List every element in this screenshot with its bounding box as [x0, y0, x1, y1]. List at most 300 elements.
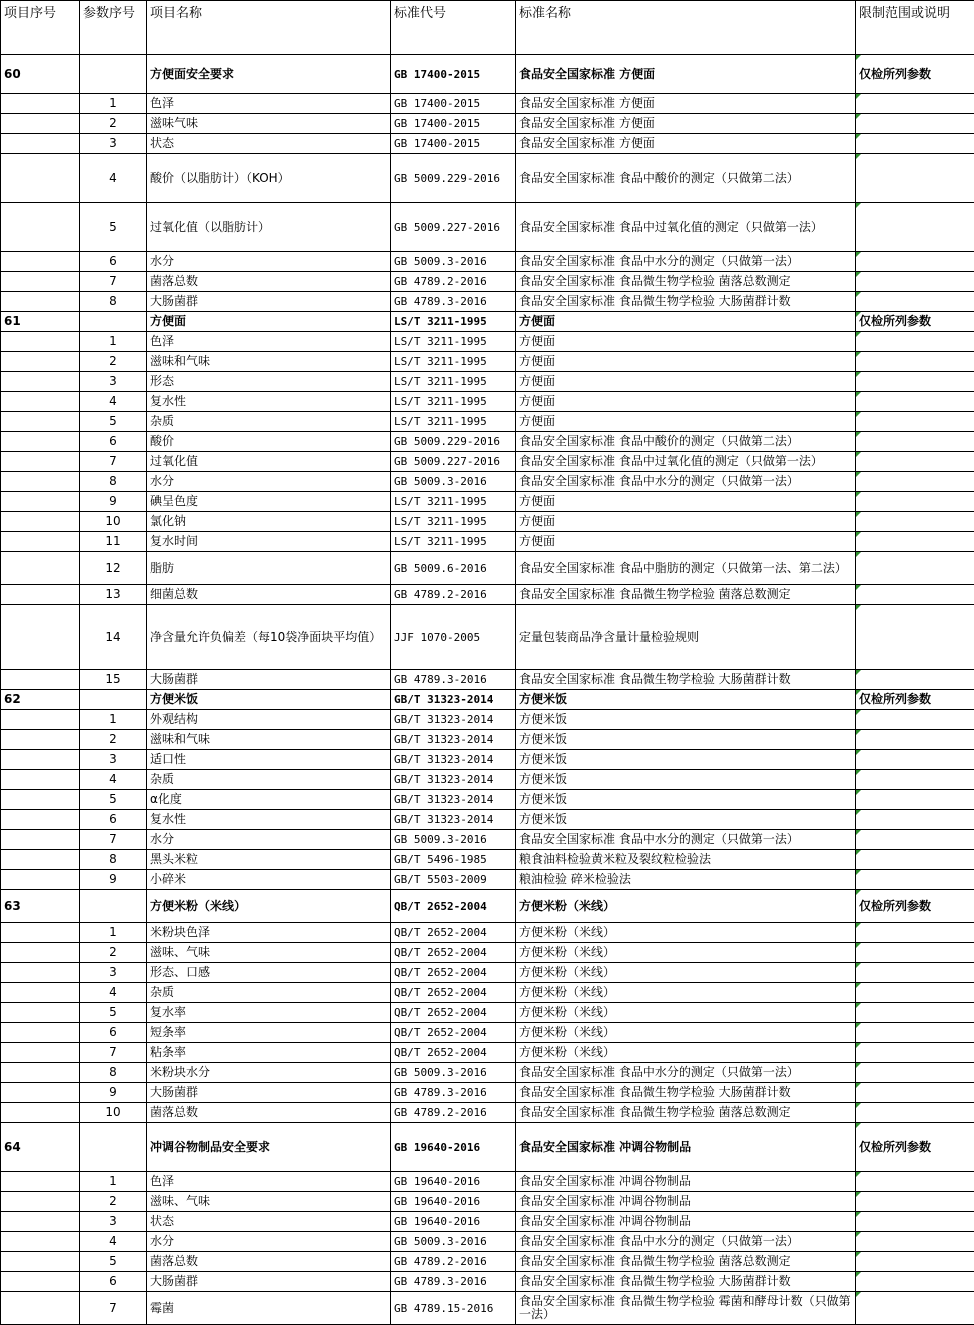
standard-code-cell: GB 5009.3-2016: [391, 1232, 516, 1252]
project-no-cell: [1, 532, 80, 552]
project-name-cell: 霉菌: [147, 1292, 391, 1325]
standard-name-cell: 方便米粉（米线）: [516, 943, 856, 963]
scope-note-cell: [856, 392, 974, 412]
param-no-cell: 3: [80, 372, 147, 392]
standard-code-cell: QB/T 2652-2004: [391, 1003, 516, 1023]
project-name-cell: 杂质: [147, 770, 391, 790]
project-no-cell: [1, 114, 80, 134]
param-no-cell: 3: [80, 134, 147, 154]
scope-note-cell: [856, 1043, 974, 1063]
project-name-cell: 净含量允许负偏差（每10袋净面块平均值）: [147, 605, 391, 670]
param-no-cell: 4: [80, 392, 147, 412]
param-no-cell: 2: [80, 943, 147, 963]
scope-note-cell: [856, 94, 974, 114]
project-no-cell: [1, 850, 80, 870]
standard-code-cell: GB 4789.3-2016: [391, 670, 516, 690]
project-name-cell: 水分: [147, 252, 391, 272]
standard-code-cell: GB 4789.2-2016: [391, 1252, 516, 1272]
standard-name-cell: 食品安全国家标准 食品微生物学检验 大肠菌群计数: [516, 1083, 856, 1103]
scope-note-cell: [856, 1063, 974, 1083]
project-name-cell: 滋味气味: [147, 114, 391, 134]
scope-note-cell: 仅检所列参数: [856, 890, 974, 923]
project-no-cell: [1, 1292, 80, 1325]
table-row: [1, 1232, 974, 1252]
standard-code-cell: GB 4789.15-2016: [391, 1292, 516, 1325]
group-row: [1, 1123, 974, 1172]
scope-note-cell: [856, 670, 974, 690]
param-no-cell: 4: [80, 983, 147, 1003]
project-no-cell: [1, 252, 80, 272]
project-no-cell: [1, 272, 80, 292]
table-row: [1, 870, 974, 890]
standard-name-cell: 方便米粉（米线）: [516, 963, 856, 983]
standard-code-cell: GB/T 31323-2014: [391, 790, 516, 810]
scope-note-cell: [856, 552, 974, 585]
param-no-cell: 5: [80, 790, 147, 810]
param-no-cell: 9: [80, 870, 147, 890]
table-row: [1, 1212, 974, 1232]
standard-code-cell: GB 5009.3-2016: [391, 830, 516, 850]
param-no-cell: 1: [80, 1172, 147, 1192]
project-name-cell: 方便米饭: [147, 690, 391, 710]
param-no-cell: 5: [80, 1252, 147, 1272]
project-no-cell: [1, 392, 80, 412]
param-no-cell: 5: [80, 1003, 147, 1023]
project-name-cell: 菌落总数: [147, 1103, 391, 1123]
project-no-cell: [1, 1232, 80, 1252]
scope-note-cell: 仅检所列参数: [856, 1123, 974, 1172]
scope-note-cell: [856, 154, 974, 203]
project-name-cell: 状态: [147, 1212, 391, 1232]
standard-code-cell: GB/T 31323-2014: [391, 750, 516, 770]
param-no-cell: 7: [80, 830, 147, 850]
table-row: [1, 943, 974, 963]
param-no-cell: 3: [80, 963, 147, 983]
project-name-cell: 大肠菌群: [147, 1083, 391, 1103]
scope-note-cell: [856, 1232, 974, 1252]
scope-note-cell: [856, 472, 974, 492]
table-row: [1, 332, 974, 352]
param-no-cell: 12: [80, 552, 147, 585]
table-row: [1, 372, 974, 392]
scope-note-cell: [856, 810, 974, 830]
param-no-cell: 13: [80, 585, 147, 605]
standard-code-cell: GB 17400-2015: [391, 55, 516, 94]
project-name-cell: 菌落总数: [147, 272, 391, 292]
param-no-cell: 3: [80, 750, 147, 770]
standard-name-cell: 方便米饭: [516, 690, 856, 710]
table-row: [1, 1272, 974, 1292]
project-no-cell: [1, 154, 80, 203]
standard-name-cell: 方便面: [516, 512, 856, 532]
standard-code-cell: GB 5009.227-2016: [391, 203, 516, 252]
table-row: [1, 1192, 974, 1212]
project-name-cell: 过氧化值（以脂肪计）: [147, 203, 391, 252]
param-no-cell: 15: [80, 670, 147, 690]
project-name-cell: 杂质: [147, 412, 391, 432]
project-no-cell: [1, 552, 80, 585]
scope-note-cell: [856, 272, 974, 292]
table-row: [1, 134, 974, 154]
standard-name-cell: 方便米饭: [516, 810, 856, 830]
project-name-cell: 复水性: [147, 810, 391, 830]
project-no-cell: [1, 472, 80, 492]
param-no-cell: 6: [80, 1023, 147, 1043]
standard-name-cell: 食品安全国家标准 食品中水分的测定（只做第一法）: [516, 472, 856, 492]
param-no-cell: 2: [80, 730, 147, 750]
scope-note-cell: [856, 432, 974, 452]
param-no-cell: 1: [80, 923, 147, 943]
standard-code-cell: GB 5009.229-2016: [391, 432, 516, 452]
project-name-cell: 细菌总数: [147, 585, 391, 605]
standard-name-cell: 食品安全国家标准 食品微生物学检验 大肠菌群计数: [516, 670, 856, 690]
project-no-cell: [1, 870, 80, 890]
standard-name-cell: 食品安全国家标准 冲调谷物制品: [516, 1192, 856, 1212]
scope-note-cell: [856, 850, 974, 870]
standard-name-cell: 食品安全国家标准 方便面: [516, 55, 856, 94]
standard-name-cell: 食品安全国家标准 食品中过氧化值的测定（只做第一法）: [516, 452, 856, 472]
standard-name-cell: 方便米粉（米线）: [516, 1043, 856, 1063]
standard-code-cell: GB 19640-2016: [391, 1192, 516, 1212]
standard-code-cell: LS/T 3211-1995: [391, 412, 516, 432]
table-row: [1, 983, 974, 1003]
project-no-cell: 61: [1, 312, 80, 332]
standard-code-cell: QB/T 2652-2004: [391, 1023, 516, 1043]
standard-name-cell: 食品安全国家标准 冲调谷物制品: [516, 1212, 856, 1232]
project-no-cell: [1, 1063, 80, 1083]
project-no-cell: [1, 750, 80, 770]
table-row: [1, 1063, 974, 1083]
standard-name-cell: 方便米粉（米线）: [516, 983, 856, 1003]
table-row: [1, 452, 974, 472]
project-name-cell: 酸价: [147, 432, 391, 452]
standard-name-cell: 食品安全国家标准 方便面: [516, 114, 856, 134]
param-no-cell: 8: [80, 472, 147, 492]
standard-name-cell: 食品安全国家标准 冲调谷物制品: [516, 1172, 856, 1192]
table-row: [1, 790, 974, 810]
project-name-cell: 滋味、气味: [147, 1192, 391, 1212]
project-name-cell: 复水时间: [147, 532, 391, 552]
scope-note-cell: [856, 332, 974, 352]
table-row: [1, 750, 974, 770]
project-name-cell: 黑头米粒: [147, 850, 391, 870]
standard-name-cell: 方便米饭: [516, 750, 856, 770]
standard-name-cell: 方便米粉（米线）: [516, 890, 856, 923]
project-name-cell: 水分: [147, 472, 391, 492]
project-name-cell: 状态: [147, 134, 391, 154]
standard-name-cell: 定量包装商品净含量计量检验规则: [516, 605, 856, 670]
table-row: [1, 492, 974, 512]
project-no-cell: 64: [1, 1123, 80, 1172]
scope-note-cell: [856, 452, 974, 472]
project-name-cell: 水分: [147, 830, 391, 850]
standard-name-cell: 食品安全国家标准 食品中水分的测定（只做第一法）: [516, 1232, 856, 1252]
project-no-cell: [1, 1252, 80, 1272]
project-name-cell: 小碎米: [147, 870, 391, 890]
table-row: [1, 272, 974, 292]
project-no-cell: 62: [1, 690, 80, 710]
standard-code-cell: GB/T 5503-2009: [391, 870, 516, 890]
scope-note-cell: [856, 203, 974, 252]
group-row: [1, 890, 974, 923]
standard-name-cell: 食品安全国家标准 食品微生物学检验 霉菌和酵母计数（只做第一法）: [516, 1292, 856, 1325]
project-no-cell: [1, 372, 80, 392]
standard-code-cell: JJF 1070-2005: [391, 605, 516, 670]
project-no-cell: [1, 963, 80, 983]
param-no-cell: 10: [80, 512, 147, 532]
scope-note-cell: [856, 790, 974, 810]
scope-note-cell: [856, 1252, 974, 1272]
scope-note-cell: [856, 923, 974, 943]
project-no-cell: [1, 810, 80, 830]
scope-note-cell: [856, 492, 974, 512]
table-row: [1, 1292, 974, 1325]
standard-name-cell: 食品安全国家标准 食品中脂肪的测定（只做第一法、第二法）: [516, 552, 856, 585]
project-no-cell: [1, 332, 80, 352]
standard-code-cell: GB 4789.2-2016: [391, 272, 516, 292]
standard-code-cell: LS/T 3211-1995: [391, 332, 516, 352]
standard-code-cell: LS/T 3211-1995: [391, 312, 516, 332]
scope-note-cell: 仅检所列参数: [856, 312, 974, 332]
project-name-cell: 过氧化值: [147, 452, 391, 472]
table-row: [1, 154, 974, 203]
project-no-cell: [1, 1043, 80, 1063]
standard-code-cell: GB/T 31323-2014: [391, 730, 516, 750]
project-no-cell: [1, 983, 80, 1003]
standard-name-cell: 方便米饭: [516, 770, 856, 790]
standard-code-cell: GB 19640-2016: [391, 1123, 516, 1172]
project-name-cell: 复水率: [147, 1003, 391, 1023]
scope-note-cell: [856, 412, 974, 432]
table-row: [1, 585, 974, 605]
standard-code-cell: GB/T 31323-2014: [391, 690, 516, 710]
project-name-cell: 大肠菌群: [147, 1272, 391, 1292]
project-name-cell: 米粉块水分: [147, 1063, 391, 1083]
scope-note-cell: [856, 730, 974, 750]
scope-note-cell: [856, 532, 974, 552]
scope-note-cell: [856, 710, 974, 730]
project-name-cell: 方便面: [147, 312, 391, 332]
scope-note-cell: [856, 1083, 974, 1103]
project-no-cell: [1, 203, 80, 252]
header-standard-name: 标准名称: [516, 1, 856, 55]
table-row: [1, 472, 974, 492]
standard-name-cell: 食品安全国家标准 食品中酸价的测定（只做第二法）: [516, 154, 856, 203]
standard-code-cell: LS/T 3211-1995: [391, 532, 516, 552]
table-row: [1, 432, 974, 452]
standard-code-cell: GB 4789.2-2016: [391, 585, 516, 605]
project-no-cell: [1, 1083, 80, 1103]
param-no-cell: 8: [80, 292, 147, 312]
standard-code-cell: GB 4789.3-2016: [391, 1272, 516, 1292]
project-name-cell: 外观结构: [147, 710, 391, 730]
standard-code-cell: GB 5009.227-2016: [391, 452, 516, 472]
project-name-cell: 脂肪: [147, 552, 391, 585]
table-row: [1, 1252, 974, 1272]
standard-code-cell: QB/T 2652-2004: [391, 890, 516, 923]
project-no-cell: [1, 1212, 80, 1232]
standard-code-cell: QB/T 2652-2004: [391, 983, 516, 1003]
project-no-cell: [1, 292, 80, 312]
scope-note-cell: [856, 1103, 974, 1123]
param-no-cell: 10: [80, 1103, 147, 1123]
standard-name-cell: 方便米饭: [516, 730, 856, 750]
project-no-cell: [1, 1003, 80, 1023]
scope-note-cell: [856, 114, 974, 134]
project-name-cell: 方便米粉（米线）: [147, 890, 391, 923]
scope-note-cell: [856, 1023, 974, 1043]
standard-code-cell: QB/T 2652-2004: [391, 923, 516, 943]
header-project-no: 项目序号: [1, 1, 80, 55]
standard-name-cell: 方便米粉（米线）: [516, 923, 856, 943]
project-no-cell: 60: [1, 55, 80, 94]
standard-name-cell: 食品安全国家标准 食品微生物学检验 菌落总数测定: [516, 1252, 856, 1272]
standard-code-cell: QB/T 2652-2004: [391, 963, 516, 983]
header-standard-code: 标准代号: [391, 1, 516, 55]
param-no-cell: [80, 55, 147, 94]
standard-name-cell: 食品安全国家标准 食品微生物学检验 大肠菌群计数: [516, 292, 856, 312]
table-row: [1, 1023, 974, 1043]
table-row: [1, 770, 974, 790]
standard-code-cell: GB 19640-2016: [391, 1212, 516, 1232]
project-no-cell: [1, 605, 80, 670]
standard-name-cell: 方便面: [516, 372, 856, 392]
standard-name-cell: 粮油检验 碎米检验法: [516, 870, 856, 890]
project-name-cell: 滋味、气味: [147, 943, 391, 963]
scope-note-cell: [856, 870, 974, 890]
param-no-cell: 7: [80, 1043, 147, 1063]
standard-name-cell: 食品安全国家标准 食品中过氧化值的测定（只做第一法）: [516, 203, 856, 252]
scope-note-cell: [856, 750, 974, 770]
table-row: [1, 94, 974, 114]
project-name-cell: 碘呈色度: [147, 492, 391, 512]
scope-note-cell: [856, 252, 974, 272]
table-row: [1, 830, 974, 850]
scope-note-cell: [856, 943, 974, 963]
scope-note-cell: 仅检所列参数: [856, 55, 974, 94]
project-no-cell: [1, 830, 80, 850]
param-no-cell: 5: [80, 203, 147, 252]
scope-note-cell: [856, 585, 974, 605]
table-row: [1, 1083, 974, 1103]
table-row: [1, 203, 974, 252]
scope-note-cell: [856, 1172, 974, 1192]
standard-name-cell: 粮食油料检验黄米粒及裂纹粒检验法: [516, 850, 856, 870]
table-row: [1, 412, 974, 432]
header-project-name: 项目名称: [147, 1, 391, 55]
table-row: [1, 1172, 974, 1192]
project-name-cell: 复水性: [147, 392, 391, 412]
param-no-cell: [80, 890, 147, 923]
project-name-cell: 水分: [147, 1232, 391, 1252]
standard-code-cell: GB 5009.229-2016: [391, 154, 516, 203]
standard-code-cell: GB 5009.3-2016: [391, 252, 516, 272]
standard-code-cell: QB/T 2652-2004: [391, 1043, 516, 1063]
table-row: [1, 392, 974, 412]
standard-code-cell: GB 4789.3-2016: [391, 1083, 516, 1103]
table-row: [1, 730, 974, 750]
standard-name-cell: 食品安全国家标准 食品中水分的测定（只做第一法）: [516, 830, 856, 850]
param-no-cell: 8: [80, 1063, 147, 1083]
project-name-cell: 形态: [147, 372, 391, 392]
table-row: [1, 552, 974, 585]
project-name-cell: 短条率: [147, 1023, 391, 1043]
project-no-cell: [1, 1192, 80, 1212]
table-row: [1, 605, 974, 670]
standard-code-cell: GB/T 31323-2014: [391, 810, 516, 830]
project-no-cell: [1, 710, 80, 730]
scope-note-cell: [856, 983, 974, 1003]
scope-note-cell: [856, 1292, 974, 1325]
param-no-cell: [80, 1123, 147, 1172]
table-row: [1, 252, 974, 272]
param-no-cell: 9: [80, 1083, 147, 1103]
scope-note-cell: [856, 512, 974, 532]
standard-code-cell: GB 17400-2015: [391, 114, 516, 134]
scope-note-cell: [856, 605, 974, 670]
project-no-cell: [1, 452, 80, 472]
table-row: [1, 1103, 974, 1123]
group-row: [1, 55, 974, 94]
scope-note-cell: [856, 963, 974, 983]
param-no-cell: 7: [80, 1292, 147, 1325]
param-no-cell: 7: [80, 272, 147, 292]
header-scope-note: 限制范围或说明: [856, 1, 974, 55]
project-name-cell: 色泽: [147, 1172, 391, 1192]
param-no-cell: [80, 690, 147, 710]
standard-name-cell: 方便面: [516, 492, 856, 512]
param-no-cell: [80, 312, 147, 332]
param-no-cell: 6: [80, 252, 147, 272]
scope-note-cell: [856, 1003, 974, 1023]
project-name-cell: 方便面安全要求: [147, 55, 391, 94]
scope-note-cell: [856, 1272, 974, 1292]
scope-note-cell: [856, 292, 974, 312]
project-no-cell: 63: [1, 890, 80, 923]
table-row: [1, 1003, 974, 1023]
scope-note-cell: [856, 134, 974, 154]
param-no-cell: 4: [80, 770, 147, 790]
project-no-cell: [1, 1172, 80, 1192]
table-row: [1, 1043, 974, 1063]
standard-name-cell: 食品安全国家标准 方便面: [516, 94, 856, 114]
param-no-cell: 7: [80, 452, 147, 472]
standard-name-cell: 方便面: [516, 412, 856, 432]
param-no-cell: 9: [80, 492, 147, 512]
param-no-cell: 6: [80, 1272, 147, 1292]
param-no-cell: 8: [80, 850, 147, 870]
standard-name-cell: 方便面: [516, 352, 856, 372]
table-row: [1, 670, 974, 690]
project-no-cell: [1, 134, 80, 154]
standard-code-cell: LS/T 3211-1995: [391, 352, 516, 372]
standard-name-cell: 食品安全国家标准 冲调谷物制品: [516, 1123, 856, 1172]
standard-code-cell: GB 4789.2-2016: [391, 1103, 516, 1123]
standard-name-cell: 食品安全国家标准 食品微生物学检验 菌落总数测定: [516, 272, 856, 292]
standard-name-cell: 食品安全国家标准 食品中水分的测定（只做第一法）: [516, 252, 856, 272]
standard-name-cell: 方便米饭: [516, 790, 856, 810]
project-no-cell: [1, 512, 80, 532]
project-name-cell: 杂质: [147, 983, 391, 1003]
standard-name-cell: 食品安全国家标准 食品微生物学检验 菌落总数测定: [516, 585, 856, 605]
standard-code-cell: QB/T 2652-2004: [391, 943, 516, 963]
param-no-cell: 4: [80, 154, 147, 203]
standard-name-cell: 食品安全国家标准 食品微生物学检验 大肠菌群计数: [516, 1272, 856, 1292]
project-no-cell: [1, 923, 80, 943]
scope-note-cell: [856, 830, 974, 850]
scope-note-cell: [856, 352, 974, 372]
standard-name-cell: 方便米粉（米线）: [516, 1023, 856, 1043]
